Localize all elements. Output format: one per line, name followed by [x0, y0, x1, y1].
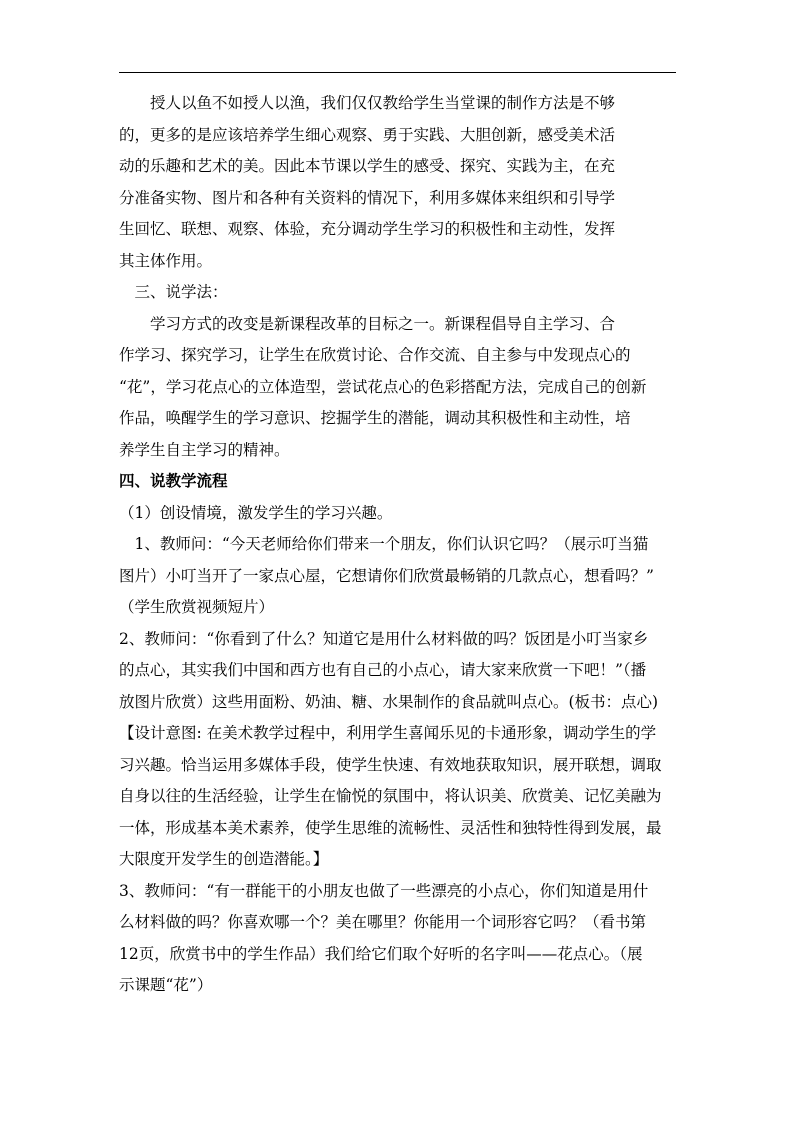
- text-line: 么材料做的吗？你喜欢哪一个？美在哪里？你能用一个词形容它吗？（看书第: [119, 913, 647, 931]
- paragraph-question-3: [119, 876, 679, 1002]
- text-line: 自身以往的生活经验，让学生在愉悦的氛围中，将认识美、欣赏美、记忆美融为: [119, 787, 662, 805]
- text-line: 3、教师问：“有一群能干的小朋友也做了一些漂亮的小点心，你们知道是用什: [119, 881, 649, 900]
- text-line: “花”，学习花点心的立体造型，尝试花点心的色彩搭配方法，完成自己的创新: [119, 377, 647, 396]
- text-line: 习兴趣。恰当运用多媒体手段，使学生快速、有效地获取知识，展开联想，调取: [119, 755, 662, 774]
- text-line: 的点心，其实我们中国和西方也有自己的小点心，请大家来欣赏一下吧！”（播: [119, 661, 647, 679]
- paragraph-question-2: [119, 624, 679, 719]
- text-line: 图片）小叮当开了一家点心屋，它想请你们欣赏最畅销的几款点心，想看吗？”: [119, 566, 654, 585]
- header-rule: [119, 72, 676, 73]
- text-line: 养学生自主学习的精神。: [119, 440, 290, 459]
- text-line: 12页，欣赏书中的学生作品）我们给它们取个好听的名字叫——花点心。（展: [119, 944, 643, 963]
- text-line: 学习方式的改变是新课程改革的目标之一。新课程倡导自主学习、合: [119, 314, 616, 333]
- text-line: 【设计意图: 在美术教学过程中，利用学生喜闻乐见的卡通形象，调动学生的学: [119, 724, 657, 742]
- paragraph-teaching-method: [119, 88, 679, 277]
- text-line: 大限度开发学生的创造潜能。】: [119, 850, 329, 868]
- text-line: 生回忆、联想、观察、体验，充分调动学生学习的积极性和主动性，发挥: [119, 220, 616, 238]
- text-line: 放图片欣赏）这些用面粉、奶油、糖、水果制作的食品就叫点心。(板书：点心): [119, 692, 659, 711]
- text-line: 作品，唤醒学生的学习意识、挖掘学生的潜能，调动其积极性和主动性，培: [119, 409, 631, 427]
- text-line: 动的乐趣和艺术的美。因此本节课以学生的感受、探究、实践为主，在充: [119, 157, 616, 175]
- text-line: 2、教师问：“你看到了什么？知道它是用什么材料做的吗？饭团是小叮当家乡: [119, 629, 649, 648]
- document-body: [119, 88, 679, 1002]
- text-line: 其主体作用。: [119, 251, 213, 270]
- text-line: 1、教师问：“今天老师给你们带来一个朋友，你们认识它吗？（展示叮当猫: [119, 535, 649, 553]
- text-line: 的，更多的是应该培养学生细心观察、勇于实践、大胆创新，感受美术活: [119, 125, 616, 144]
- paragraph-design-intent: [119, 718, 679, 876]
- text-line: 授人以鱼不如授人以渔，我们仅仅教给学生当堂课的制作方法是不够: [119, 94, 616, 112]
- text-line: 一体，形成基本美术素养，使学生思维的流畅性、灵活性和独特性得到发展，最: [119, 818, 662, 837]
- paragraph-question-1: [119, 529, 679, 624]
- section-title-learning-method: 三、说学法：: [119, 283, 228, 301]
- step-title: （1）创设情境，激发学生的学习兴趣。: [119, 503, 393, 522]
- text-line: 分准备实物、图片和各种有关资料的情况下，利用多媒体来组织和引导学: [119, 188, 616, 207]
- section-title-teaching-process: 四、说教学流程: [119, 472, 228, 490]
- paragraph-learning-method: [119, 309, 679, 467]
- text-line: （学生欣赏视频短片）: [119, 598, 275, 616]
- text-line: 示课题“花”）: [119, 976, 213, 994]
- text-line: 作学习、探究学习，让学生在欣赏讨论、合作交流、自主参与中发现点心的: [119, 346, 631, 364]
